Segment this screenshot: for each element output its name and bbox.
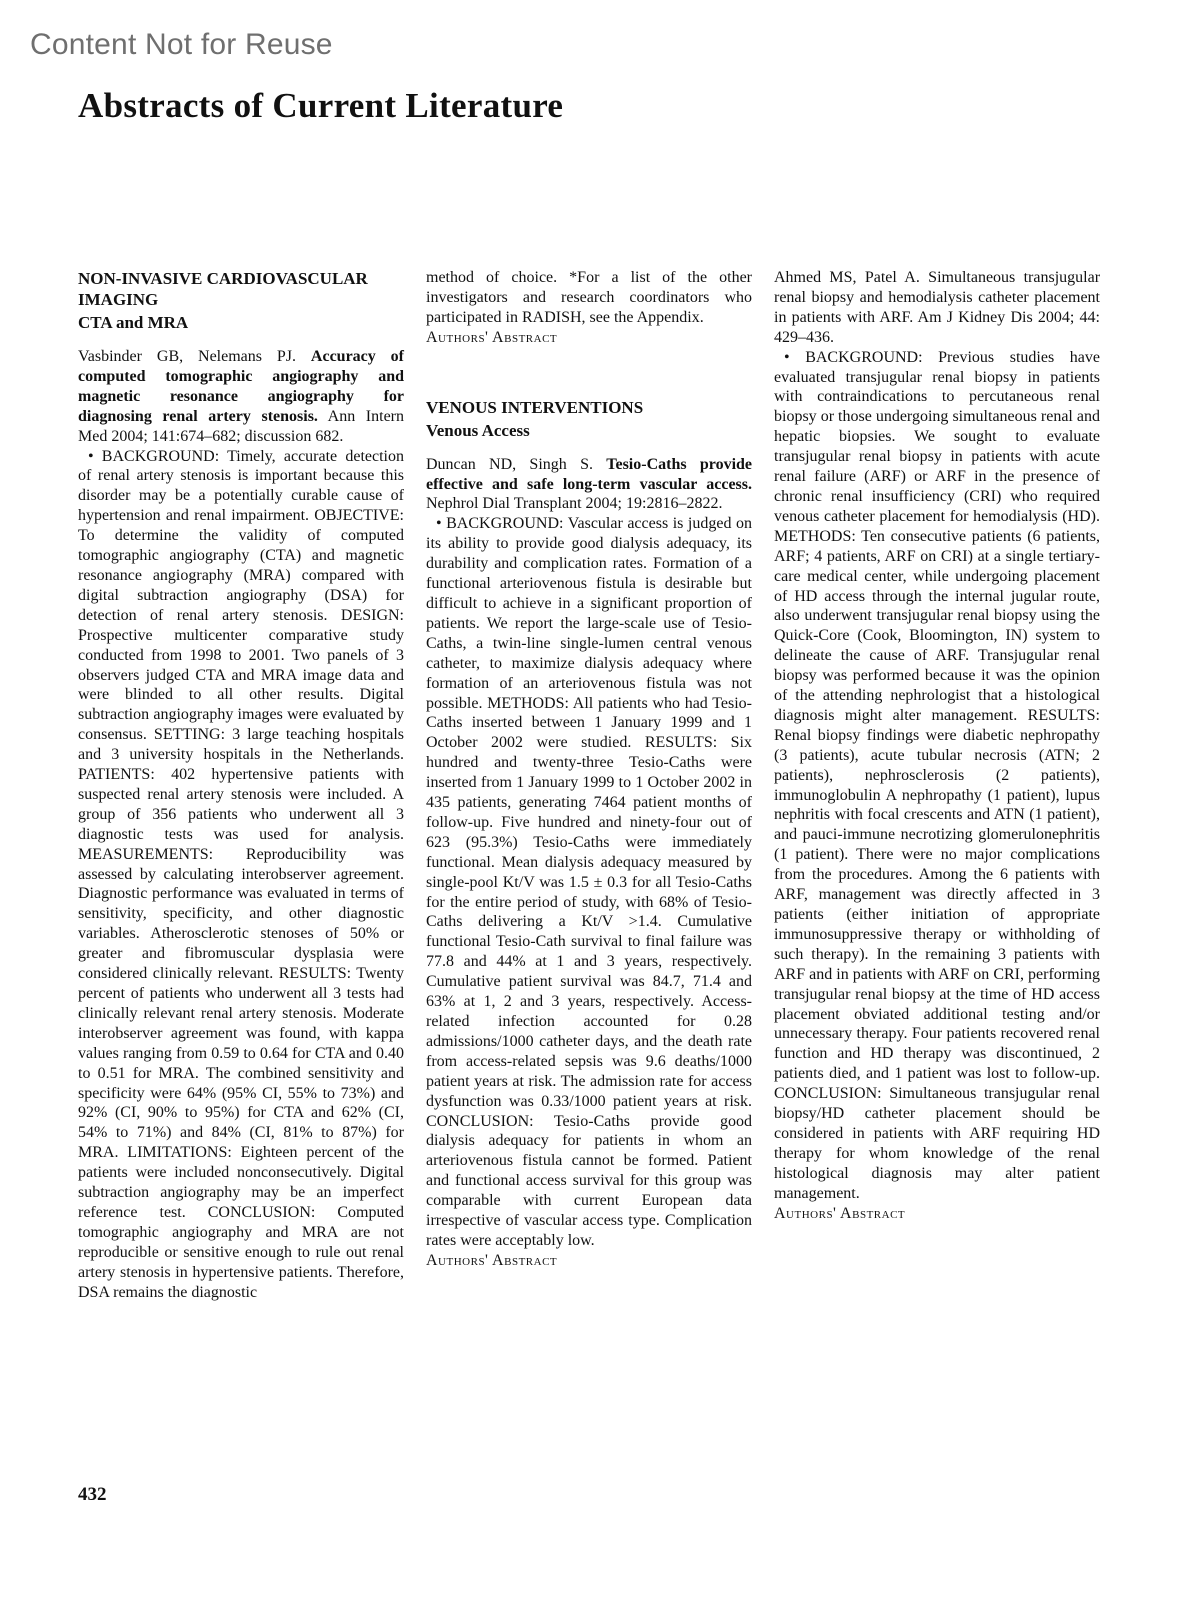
- authors: Vasbinder GB, Nelemans PJ.: [78, 348, 297, 365]
- abstract-text: • BACKGROUND: Timely, accurate detection of renal artery stenosis is important because this disorder may be a potentially curable cause of hypertension and renal impairment. OBJECTIVE: To determine the validity of computed tomographic angiography (CTA) and magnetic resonance angiography (MRA) compared with digital subtraction angiography (DSA) for detection of renal artery stenosis. DESIGN: Prospective multicenter comparative study conducted from 1998 to 2001. Two panels of 3 observers judged CTA and MRA image data and were blinded to all other results. Digital subtraction angiography images were evaluated by consensus. SETTING: 3 large teaching hospitals and 3 university hospitals in the Netherlands. PATIENTS: 402 hypertensive patients with suspected renal artery stenosis were included. A group of 356 patients who underwent all 3 diagnostic tests was used for analysis. MEASUREMENTS: Reproducibility was assessed by calculating interobserver agreement. Diagnostic performance was evaluated in terms of sensitivity, specificity, and other diagnostic variables. Atherosclerotic stenoses of 50% or greater and fibromuscular dysplasia were considered clinically relevant. RESULTS: Twenty percent of patients who underwent all 3 tests had clinically relevant renal artery stenosis. Moderate interobserver agreement was found, with kappa values ranging from 0.59 to 0.64 for CTA and 0.40 to 0.51 for MRA. The combined sensitivity and specificity were 64% (95% CI, 55% to 73%) and 92% (CI, 90% to 95%) for CTA and 62% (CI, 54% to 71%) and 84% (CI, 81% to 87%) for MRA. LIMITATIONS: Eighteen percent of the patients were included nonconsecutively. Digital subtraction angiography may be an imperfect reference test. CONCLUSION: Computed tomographic angiography and MRA are not reproducible or sensitive enough to rule out renal artery stenosis in hypertensive patients. Therefore, DSA remains the diagnostic: [78, 447, 404, 1301]
- authors: Ahmed MS, Patel A.: [774, 269, 920, 286]
- source: Ann Intern Med 2004; 141:674–682; discussion 682.: [78, 407, 405, 445]
- abstract-text: • BACKGROUND: Vascular access is judged on its ability to provide good dialysis adequacy, its durability and complication rates. Formation of a functional arteriovenous fistula is desirable but difficult to achieve in a significant proportion of patients. We report the large-scale use of Tesio-Caths, a twin-line single-lumen central venous catheter, to maximize dialysis adequacy where formation of an arteriovenous fistula was not possible. METHODS: All patients who had Tesio-Caths inserted between 1 January 1999 and 1 October 2002 were studied. RESULTS: Six hundred and twenty-three Tesio-Caths were inserted from 1 January 1999 to 1 October 2002 in 435 patients, generating 7464 patient months of follow-up. Five hundred and ninety-four out of 623 (95.3%) Tesio-Caths were immediately functional. Mean dialysis adequacy measured by single-pool Kt/V was 1.5 ± 0.3 for all Tesio-Caths for the entire period of study, with 68% of Tesio-Caths delivering a Kt/V >1.4. Cumulative functional Tesio-Cath survival to final failure was 77.8 and 44% at 1 and 3 years, respectively. Cumulative patient survival was 84.7, 71.4 and 63% at 1, 2 and 3 years, respectively. Access-related infection accounted for 0.28 admissions/1000 catheter days, and the death rate from access-related sepsis was 9.6 deaths/1000 patient years at risk. The admission rate for access dysfunction was 0.33/1000 patient years at risk. CONCLUSION: Tesio-Caths provide good dialysis adequacy for patients in whom an arteriovenous fistula cannot be formed. Patient and functional access survival for this group was comparable with current European data irrespective of vascular access type. Complication rates were acceptably low.: [426, 515, 752, 1249]
- abstract-text: • BACKGROUND: Previous studies have evaluated transjugular renal biopsy in patients with contraindications to percutaneous renal biopsy or those undergoing simultaneous renal and hepatic biopsies. We sought to evaluate transjugular renal biopsy in patients with acute renal failure (ARF) or ARF in the presence of chronic renal insufficiency (CRI) who required venous catheter placement for hemodialysis (HD). METHODS: Ten consecutive patients (6 patients, ARF; 4 patients, ARF on CRI) at a single tertiary-care medical center, while undergoing placement of HD access through the internal jugular route, also underwent transjugular renal biopsy using the Quick-Core (Cook, Bloomington, IN) system to delineate the cause of ARF. Transjugular renal biopsy was performed because it was the opinion of the attending nephrologist that a histological diagnosis might alter management. RESULTS: Renal biopsy findings were diabetic nephropathy (3 patients), acute tubular necrosis (ATN; 2 patients), nephrosclerosis (2 patients), immunoglobulin A nephropathy (1 patient), lupus nephritis with focal crescents and ATN (1 patient), and pauci-immune necrotizing glomerulonephritis (1 patient). There were no major complications from the procedures. Among the 6 patients with ARF, management was directly affected in 3 patients (either initiation of appropriate immunosuppressive therapy or withholding of such therapy). In the remaining 3 patients with ARF and in patients with ARF on CRI, performing transjugular renal biopsy at the time of HD access placement obviated additional testing and/or unnecessary therapy. Four patients recovered renal function and HD therapy was discontinued, 2 patients died, and 1 patient was lost to follow-up. CONCLUSION: Simultaneous transjugular renal biopsy/HD catheter placement should be considered in patients with ARF requiring HD therapy for whom knowledge of the renal histological diagnosis may alter patient management.: [774, 348, 1100, 1202]
- watermark: Content Not for Reuse: [30, 28, 333, 61]
- section-title: VENOUS INTERVENTIONS: [426, 397, 644, 417]
- page-number: 432: [78, 1484, 107, 1505]
- page-title: Abstracts of Current Literature: [78, 86, 564, 125]
- abstract-signature: Authors' Abstract: [426, 1251, 558, 1269]
- citation: [78, 347, 404, 447]
- column-2: [426, 268, 752, 1271]
- article-title: Simultaneous transjugular renal biopsy and hemodialysis catheter placement in patients with ARF.: [774, 269, 1101, 326]
- citation: [774, 268, 1100, 348]
- citation: [426, 455, 752, 515]
- subsection-title: Venous Access: [426, 420, 530, 440]
- column-3: [774, 268, 1100, 1224]
- section-title: NON-INVASIVE CARDIOVASCULAR IMAGING: [78, 269, 368, 309]
- article-title: Accuracy of computed tomographic angiography and magnetic resonance angiography for diagnosing renal artery stenosis.: [78, 348, 405, 425]
- authors: Duncan ND, Singh S.: [426, 455, 593, 473]
- column-1: [78, 268, 404, 1303]
- abstract-continuation: method of choice. *For a list of the other investigators and research coordinators who participated in RADISH, see the Appendix.: [426, 269, 752, 326]
- subsection-title: CTA and MRA: [78, 313, 189, 332]
- abstract-signature: Authors' Abstract: [426, 328, 558, 346]
- article-title: Tesio-Caths provide effective and safe long-term vascular access.: [426, 455, 753, 493]
- source: Nephrol Dial Transplant 2004; 19:2816–2822.: [426, 495, 723, 513]
- source: Am J Kidney Dis 2004; 44: 429–436.: [774, 308, 1100, 346]
- abstract-signature: Authors' Abstract: [774, 1204, 906, 1222]
